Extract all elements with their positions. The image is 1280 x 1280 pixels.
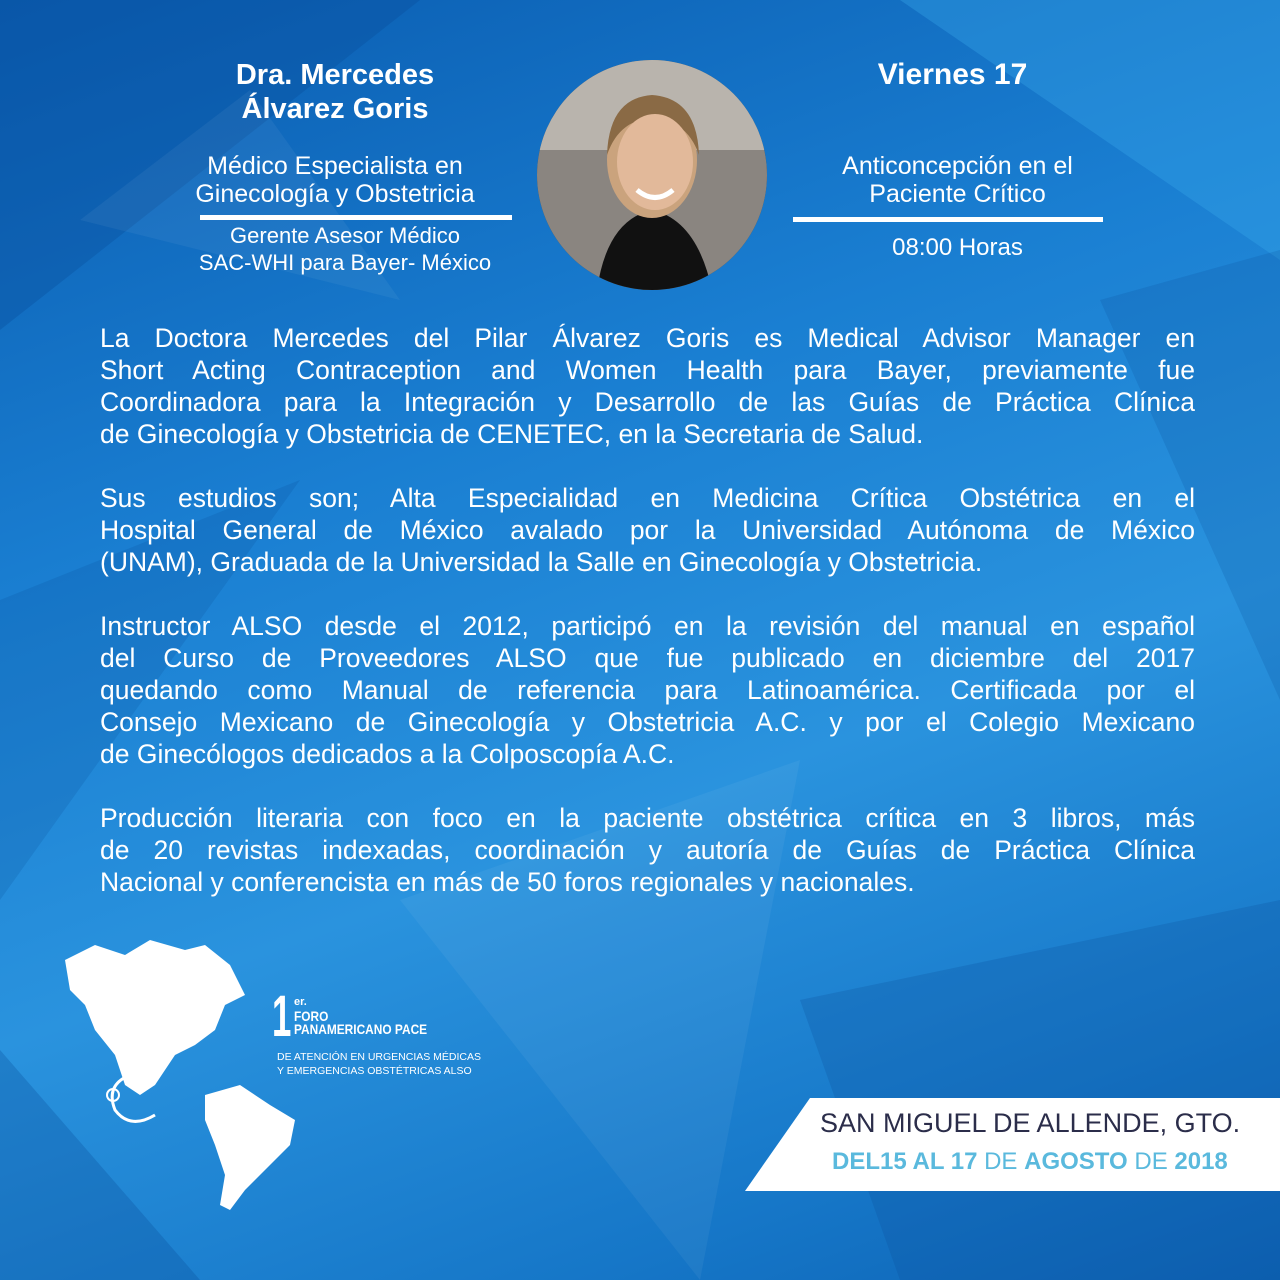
dates-start-day: 15 [880, 1148, 907, 1175]
position-line1: Gerente Asesor Médico [230, 223, 460, 248]
logo-title-line1: FORO [294, 1008, 329, 1024]
speaker-biography [100, 322, 1195, 930]
dates-de: DE [977, 1148, 1025, 1175]
specialty-line2: Ginecología y Obstetricia [195, 180, 475, 208]
logo-subtitle-line2: Y EMERGENCIAS OBSTÉTRICAS ALSO [277, 1065, 472, 1077]
dates-al: AL [906, 1148, 951, 1175]
session-day: Viernes 17 [877, 58, 1028, 91]
topic-line1: Anticoncepción en el [842, 152, 1073, 180]
logo-title-line2: PANAMERICANO PACE [294, 1021, 428, 1037]
bio-line: de 20 revistas indexadas, coordinación y autoría de Guías de Práctica Clínica [100, 835, 1195, 865]
event-location: SAN MIGUEL DE ALLENDE, GTO. [820, 1108, 1241, 1138]
logo-subtitle [277, 1050, 481, 1078]
logo-subtitle-line1: DE ATENCIÓN EN URGENCIAS MÉDICAS [277, 1051, 482, 1063]
position-line2: SAC-WHI para Bayer- México [198, 250, 492, 275]
speaker-specialty [150, 152, 520, 208]
session-time: 08:00 Horas [892, 234, 1023, 261]
bio-paragraph [100, 802, 1195, 898]
bio-line: Short Acting Contraception and Women Health para Bayer, previamente fue [100, 355, 1195, 385]
bio-line: (UNAM), Graduada de la Universidad la Salle en Ginecología y Obstetricia. [100, 547, 983, 577]
topic-line2: Paciente Crítico [869, 180, 1046, 208]
logo-ordinal: er. [294, 996, 307, 1008]
specialty-line1: Médico Especialista en [207, 152, 463, 180]
bio-line: Producción literaria con foco en la paciente obstétrica crítica en 3 libros, más [100, 803, 1195, 833]
event-dates [832, 1148, 1228, 1176]
bio-line: Sus estudios son; Alta Especialidad en Medicina Crítica Obstétrica en el [100, 483, 1195, 513]
bio-line: La Doctora Mercedes del Pilar Álvarez Goris es Medical Advisor Manager en [100, 323, 1195, 353]
dates-del: DEL [832, 1148, 880, 1175]
dates-month: AGOSTO [1024, 1148, 1128, 1175]
bio-paragraph [100, 482, 1195, 578]
speaker-name-line2: Álvarez Goris [241, 93, 429, 125]
speaker-name-line1: Dra. Mercedes [235, 59, 435, 91]
bio-line: Nacional y conferencista en más de 50 foros regionales y nacionales. [100, 867, 915, 897]
bio-line: Consejo Mexicano de Ginecología y Obstetricia A.C. y por el Colegio Mexicano [100, 707, 1195, 737]
speaker-name [150, 58, 520, 126]
bio-line: de Ginecólogos dedicados a la Colposcopía A.C. [100, 739, 675, 769]
speaker-photo [537, 60, 767, 290]
speaker-position [160, 222, 530, 276]
logo-title [294, 1010, 427, 1036]
bio-line: del Curso de Proveedores ALSO que fue publicado en diciembre del 2017 [100, 643, 1195, 673]
americas-map-icon [55, 935, 315, 1215]
logo-number: 1 [272, 984, 292, 1049]
bio-line: de Ginecología y Obstetricia de CENETEC, en la Secretaria de Salud. [100, 419, 924, 449]
divider [793, 217, 1103, 222]
session-topic [790, 152, 1125, 208]
dates-end-day: 17 [950, 1148, 978, 1175]
divider [200, 215, 512, 220]
bio-line: Coordinadora para la Integración y Desarrollo de las Guías de Práctica Clínica [100, 387, 1195, 417]
bio-line: Hospital General de México avalado por la Universidad Autónoma de México [100, 515, 1195, 545]
bio-line: Instructor ALSO desde el 2012, participó en la revisión del manual en español [100, 611, 1195, 641]
bio-paragraph [100, 610, 1195, 770]
bio-paragraph [100, 322, 1195, 450]
dates-year: 2018 [1174, 1148, 1228, 1175]
dates-de: DE [1127, 1148, 1175, 1175]
bio-line: quedando como Manual de referencia para Latinoamérica. Certificada por el [100, 675, 1195, 705]
